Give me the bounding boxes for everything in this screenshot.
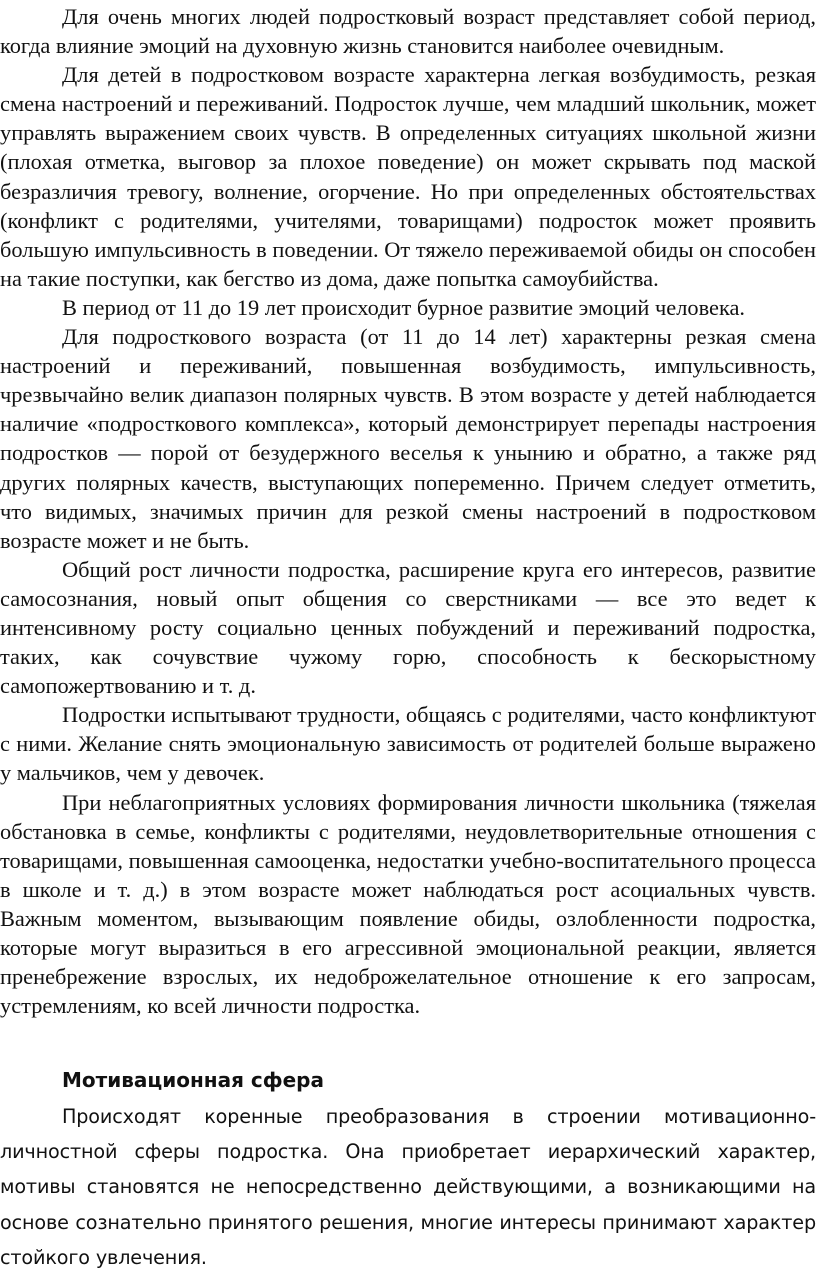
paragraph-1: Для очень многих людей подростковый возраст представляет собой период, когда влияние эмоций на духовную жизнь становится наиболее очевидным.: [0, 4, 816, 59]
section-paragraph: Происходят коренные преобразования в строении мотивационно-личностной сферы подростка. Она приобретает иерархический характер, мотивы становятся не непосредственно действующими, а возникающими на основе сознательно принятого решения, многие интересы принимают характер стойкого увлечения.: [0, 1105, 816, 1269]
motivation-section: [0, 1065, 816, 1275]
body-text: [0, 2, 816, 1020]
paragraph-3: В период от 11 до 19 лет происходит бурное развитие эмоций человека.: [62, 294, 746, 320]
paragraph-4: Для подросткового возраста (от 11 до 14 лет) характерны резкая смена настроений и переживаний, повышенная возбудимость, импульсивность, чрезвычайно велик диапазон полярных чувств. В этом возрасте у детей наблюдается наличие «подросткового комплекса», который демонстрирует перепады настроения подростков — порой от безудержного веселья к унынию и обратно, а также ряд других полярных качеств, выступающих попеременно. Причем следует отметить, что видимых, значимых причин для резкой смены настроений в подростковом возрасте может и не быть.: [0, 324, 816, 553]
paragraph-6: Подростки испытывают трудности, общаясь с родителями, часто конфликтуют с ними. Желание снять эмоциональную зависимость от родителей больше выражено у мальчиков, чем у девочек.: [0, 702, 816, 786]
paragraph-7: При неблагоприятных условиях формирования личности школьника (тяжелая обстановка в семье, конфликты с родителями, неудовлетворительные отношения с товарищами, повышенная самооценка, недостатки учебно-воспитательного процесса в школе и т. д.) в этом возрасте может наблюдаться рост асоциальных чувств. Важным моментом, вызывающим появление обиды, озлобленности подростка, которые могут выразиться в его агрессивной эмоциональной реакции, является пренебрежение взрослых, их недоброжелательное отношение к его запросам, устремлениям, ко всей личности подростка.: [0, 789, 816, 1019]
section-heading: Мотивационная сфера: [62, 1068, 324, 1092]
paragraph-2: Для детей в подростковом возрасте характерна легкая возбудимость, резкая смена настроений и переживаний. Подросток лучше, чем младший школьник, может управлять выражением своих чувств. В определенных ситуациях школьной жизни (плохая отметка, выговор за плохое поведение) он может скрывать под маской безразличия тревогу, волнение, огорчение. Но при определенных обстоятельствах (конфликт с родителями, учителями, товарищами) подросток может проявить большую импульсивность в поведении. От тяжело переживаемой обиды он способен на такие поступки, как бегство из дома, даже попытка самоубийства.: [0, 62, 816, 291]
paragraph-5: Общий рост личности подростка, расширение круга его интересов, развитие самосознания, новый опыт общения со сверстниками — все это ведет к интенсивному росту социально ценных побуждений и переживаний подростка, таких, как сочувствие чужому горю, способность к бескорыстному самопожертвованию и т. д.: [0, 556, 816, 699]
